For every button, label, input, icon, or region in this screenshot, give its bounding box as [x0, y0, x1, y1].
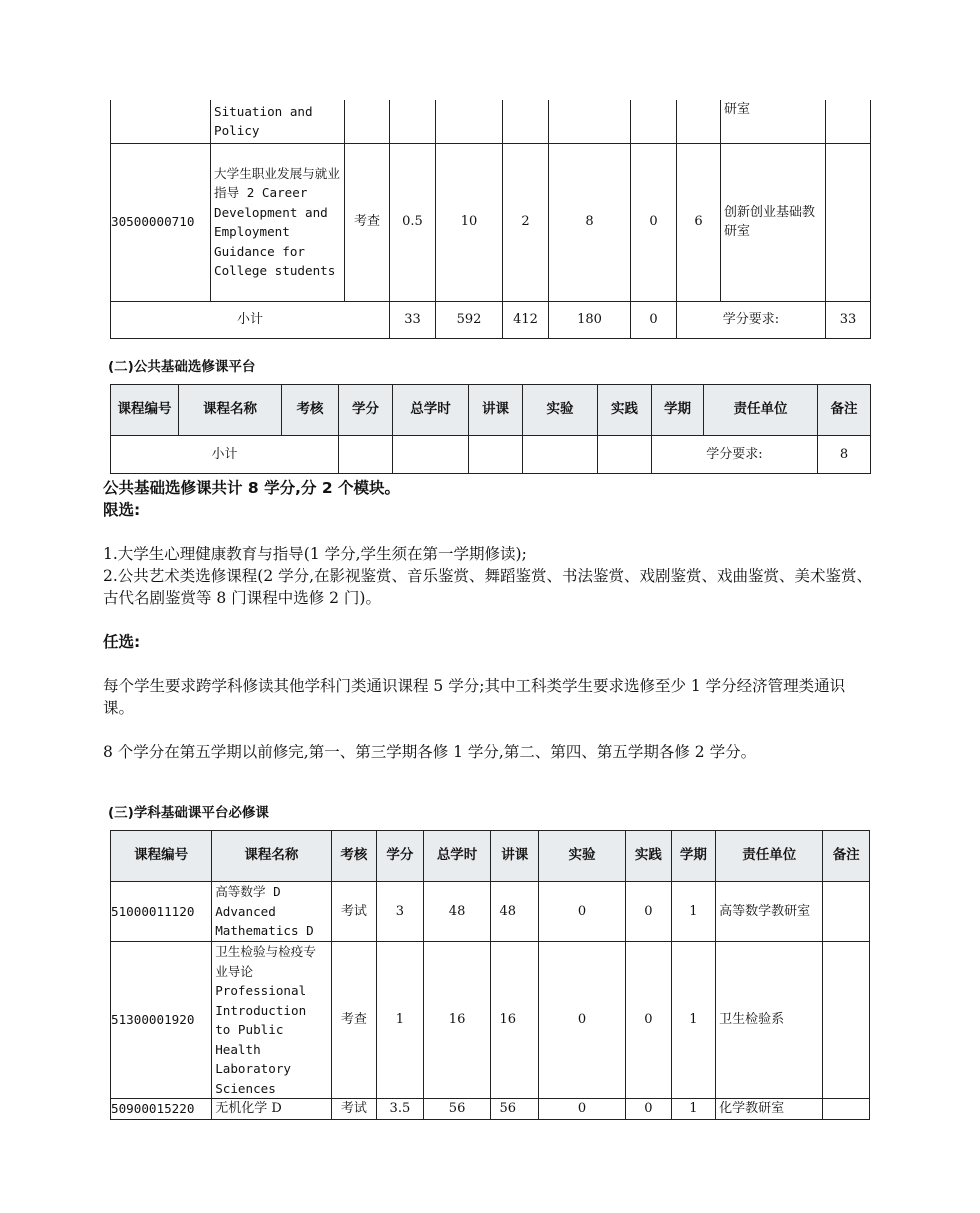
header-term: 学期 [652, 385, 704, 436]
public-electives-table [110, 384, 871, 474]
table-row [111, 1099, 870, 1120]
table-header-row [111, 385, 871, 436]
cell-unit: 高等数学教研室 [716, 882, 823, 942]
cell-lecture: 16 [491, 942, 539, 1099]
header-code: 课程编号 [111, 831, 212, 882]
table-row [111, 942, 870, 1099]
header-practice: 实践 [626, 831, 672, 882]
cell-unit: 卫生检验系 [716, 942, 823, 1099]
cell-note [826, 143, 871, 301]
subtotal-lab: 180 [549, 301, 631, 338]
cell-course-name: 大学生职业发展与就业指导 2 Career Development and Employment Guidance for College students [211, 143, 345, 301]
cell-code [111, 100, 211, 143]
limited-electives-item-2: 2.公共艺术类选修课程(2 学分,在影视鉴赏、音乐鉴赏、舞蹈鉴赏、书法鉴赏、戏剧鉴赏、戏曲鉴赏、美术鉴赏、古代名剧鉴赏等 8 门课程中选修 2 门)。 [103, 567, 873, 607]
cell-credit: 3 [377, 882, 424, 942]
subtotal-label: 小计 [111, 436, 339, 474]
cell-total-hours: 56 [423, 1099, 491, 1120]
subtotal-total-hours: 592 [436, 301, 503, 338]
credit-requirement-value: 33 [826, 301, 871, 338]
cell-exam: 考查 [345, 143, 390, 301]
cell-practice: 0 [626, 882, 672, 942]
cell-credit: 3.5 [377, 1099, 424, 1120]
subtotal-practice: 0 [631, 301, 677, 338]
section-title-public-electives: (二)公共基础选修课平台 [108, 359, 256, 375]
cell-lab: 0 [539, 882, 626, 942]
cell-lecture: 48 [491, 882, 539, 942]
header-exam: 考核 [331, 831, 377, 882]
cell-unit: 研室 [721, 100, 826, 143]
cell-course-name: Situation and Policy [211, 100, 345, 143]
header-credit: 学分 [339, 385, 393, 436]
header-note: 备注 [818, 385, 871, 436]
header-practice: 实践 [598, 385, 652, 436]
cell-code: 30500000710 [111, 143, 211, 301]
cell-lab: 0 [539, 1099, 626, 1120]
header-term: 学期 [671, 831, 716, 882]
table-header-row [111, 831, 870, 882]
cell-unit: 化学教研室 [716, 1099, 823, 1120]
cell-note [823, 942, 870, 1099]
header-name: 课程名称 [179, 385, 282, 436]
header-name: 课程名称 [212, 831, 331, 882]
table-row [111, 100, 871, 143]
cell-lab: 8 [549, 143, 631, 301]
cell-practice: 0 [626, 1099, 672, 1120]
cell-exam: 考试 [331, 882, 377, 942]
credit-requirement-label: 学分要求: [677, 301, 826, 338]
limited-electives-item-1: 1.大学生心理健康教育与指导(1 学分,学生须在第一学期修读); [103, 545, 527, 563]
cell-code: 51300001920 [111, 942, 212, 1099]
cell-lecture: 56 [491, 1099, 539, 1120]
cell-lecture: 2 [503, 143, 549, 301]
optional-electives-text-1: 每个学生要求跨学科修读其他学科门类通识课程 5 学分;其中工科类学生要求选修至少 1 学分经济管理类通识课。 [103, 677, 846, 717]
header-lecture: 讲课 [491, 831, 539, 882]
cell-exam: 考查 [331, 942, 377, 1099]
header-unit: 责任单位 [716, 831, 823, 882]
cell-course-name: 卫生检验与检疫专业导论 Professional Introduction to Public Health Laboratory Sciences [212, 942, 331, 1099]
discipline-foundation-table [110, 830, 870, 1120]
cell-term: 1 [671, 882, 716, 942]
table-row [111, 882, 870, 942]
header-unit: 责任单位 [704, 385, 818, 436]
header-credit: 学分 [377, 831, 424, 882]
subtotal-row [111, 301, 871, 338]
cell-practice: 0 [626, 942, 672, 1099]
electives-summary: 公共基础选修课共计 8 学分,分 2 个模块。 [103, 479, 401, 497]
subtotal-credit: 33 [390, 301, 436, 338]
cell-code: 51000011120 [111, 882, 212, 942]
cell-credit: 1 [377, 942, 424, 1099]
header-total-hours: 总学时 [423, 831, 491, 882]
subtotal-label: 小计 [111, 301, 390, 338]
header-exam: 考核 [282, 385, 339, 436]
required-courses-table-continued [110, 100, 871, 339]
cell-lab: 0 [539, 942, 626, 1099]
cell-term: 1 [671, 1099, 716, 1120]
header-lab: 实验 [523, 385, 598, 436]
header-total-hours: 总学时 [393, 385, 469, 436]
subtotal-lecture: 412 [503, 301, 549, 338]
cell-note [823, 1099, 870, 1120]
cell-unit: 创新创业基础教研室 [721, 143, 826, 301]
cell-total-hours: 48 [423, 882, 491, 942]
cell-credit: 0.5 [390, 143, 436, 301]
cell-course-name: 无机化学 D [212, 1099, 331, 1120]
optional-electives-heading: 任选: [103, 633, 141, 651]
cell-practice: 0 [631, 143, 677, 301]
credit-requirement-value: 8 [818, 436, 871, 474]
section-title-discipline-foundation: (三)学科基础课平台必修课 [108, 805, 269, 821]
cell-code: 50900015220 [111, 1099, 212, 1120]
cell-exam: 考试 [331, 1099, 377, 1120]
cell-total-hours: 16 [423, 942, 491, 1099]
credit-requirement-label: 学分要求: [652, 436, 818, 474]
header-note: 备注 [823, 831, 870, 882]
subtotal-row [111, 436, 871, 474]
table-row [111, 143, 871, 301]
cell-total-hours: 10 [436, 143, 503, 301]
optional-electives-text-2: 8 个学分在第五学期以前修完,第一、第三学期各修 1 学分,第二、第四、第五学期各修 2 学分。 [103, 743, 757, 761]
cell-course-name: 高等数学 D Advanced Mathematics D [212, 882, 331, 942]
cell-term: 1 [671, 942, 716, 1099]
limited-electives-heading: 限选: [103, 501, 141, 519]
header-code: 课程编号 [111, 385, 179, 436]
cell-term: 6 [677, 143, 721, 301]
header-lab: 实验 [539, 831, 626, 882]
cell-note [823, 882, 870, 942]
header-lecture: 讲课 [469, 385, 523, 436]
